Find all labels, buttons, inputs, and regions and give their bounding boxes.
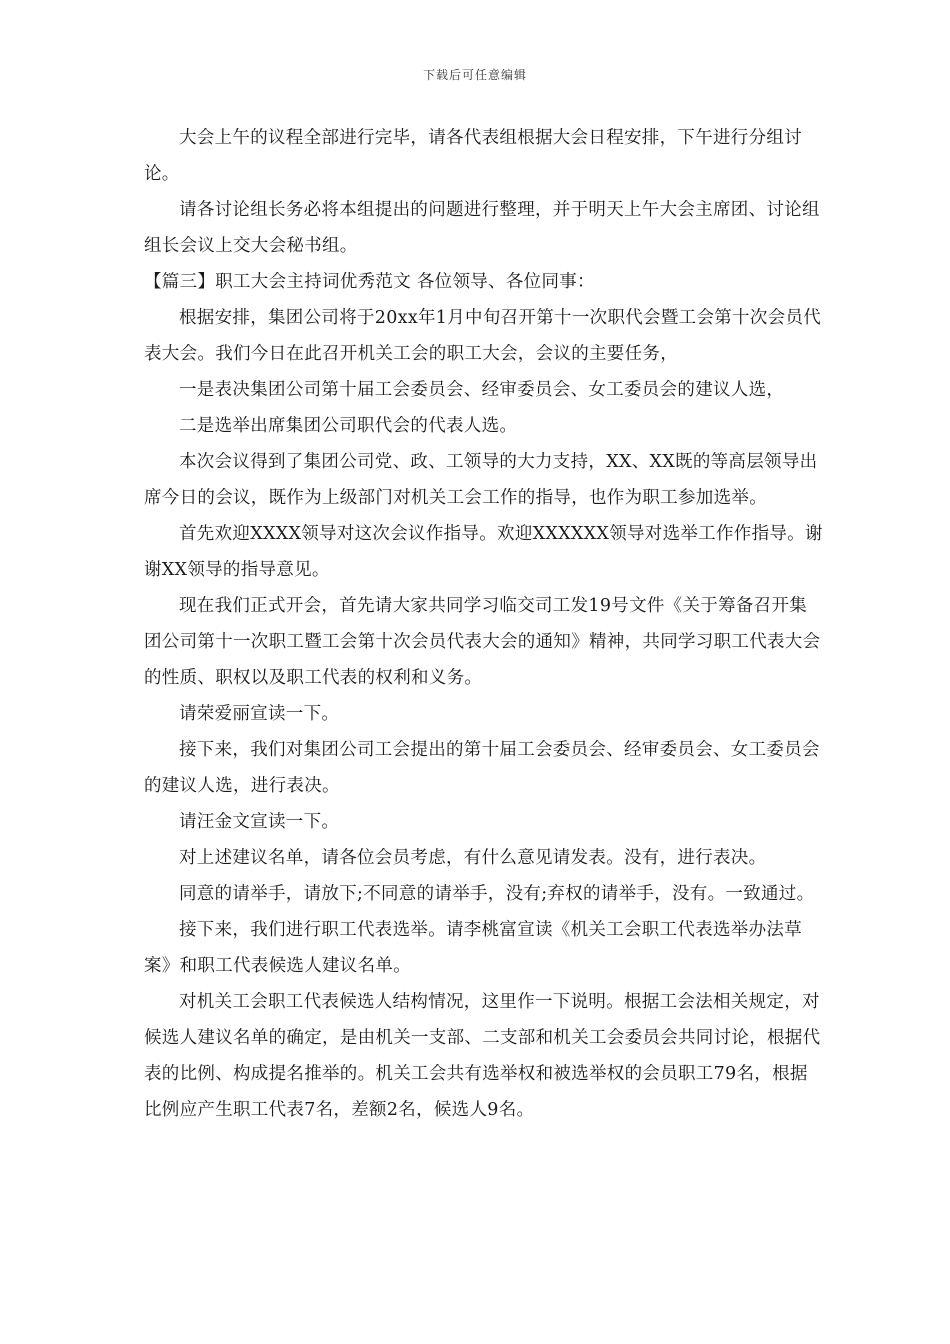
document-body	[144, 120, 824, 1128]
paragraph: 请汪金文宣读一下。	[179, 812, 340, 832]
paragraph: 本次会议得到了集团公司党、政、工领导的大力支持，XX、XX既的等高层领导出席今日的会议，既作为上级部门对机关工会工作的指导，也作为职工参加选举。	[144, 452, 818, 508]
paragraph: 二是选举出席集团公司职代会的代表人选。	[179, 416, 518, 436]
paragraph: 请荣爱丽宣读一下。	[179, 704, 340, 724]
paragraph: 接下来，我们进行职工代表选举。请李桃富宣读《机关工会职工代表选举办法草案》和职工代表候选人建议名单。	[144, 920, 802, 976]
section-heading: 【篇三】职工大会主持词优秀范文 各位领导、各位同事：	[144, 272, 595, 292]
paragraph: 现在我们正式开会，首先请大家共同学习临交司工发19号文件《关于筹备召开集团公司第十一次职工暨工会第十次会员代表大会的通知》精神，共同学习职工代表大会的性质、职权以及职工代表的权利和义务。	[144, 596, 821, 688]
paragraph: 首先欢迎XXXX领导对这次会议作指导。欢迎XXXXXX领导对选举工作作指导。谢谢XX领导的指导意见。	[144, 524, 823, 580]
paragraph: 接下来，我们对集团公司工会提出的第十届工会委员会、经审委员会、女工委员会的建议人选，进行表决。	[144, 740, 820, 796]
page-header: 下载后可任意编辑	[422, 68, 527, 82]
paragraph: 一是表决集团公司第十届工会委员会、经审委员会、女工委员会的建议人选，	[179, 380, 785, 400]
paragraph: 大会上午的议程全部进行完毕，请各代表组根据大会日程安排，下午进行分组讨论。	[144, 128, 802, 184]
paragraph: 同意的请举手，请放下;不同意的请举手，没有;弃权的请举手，没有。一致通过。	[179, 884, 815, 904]
paragraph: 根据安排，集团公司将于20xx年1月中旬召开第十一次职代会暨工会第十次会员代表大会。我们今日在此召开机关工会的职工大会，会议的主要任务，	[144, 308, 822, 364]
paragraph: 对机关工会职工代表候选人结构情况，这里作一下说明。根据工会法相关规定，对候选人建议名单的确定，是由机关一支部、二支部和机关工会委员会共同讨论，根据代表的比例、构成提名推举的。机关工会共有选举权和被选举权的会员职工79名，根据比例应产生职工代表7名，差额2名，候选人9名。	[144, 992, 821, 1120]
paragraph: 对上述建议名单，请各位会员考虑，有什么意见请发表。没有，进行表决。	[179, 848, 767, 868]
paragraph: 请各讨论组长务必将本组提出的问题进行整理，并于明天上午大会主席团、讨论组组长会议上交大会秘书组。	[144, 200, 820, 256]
